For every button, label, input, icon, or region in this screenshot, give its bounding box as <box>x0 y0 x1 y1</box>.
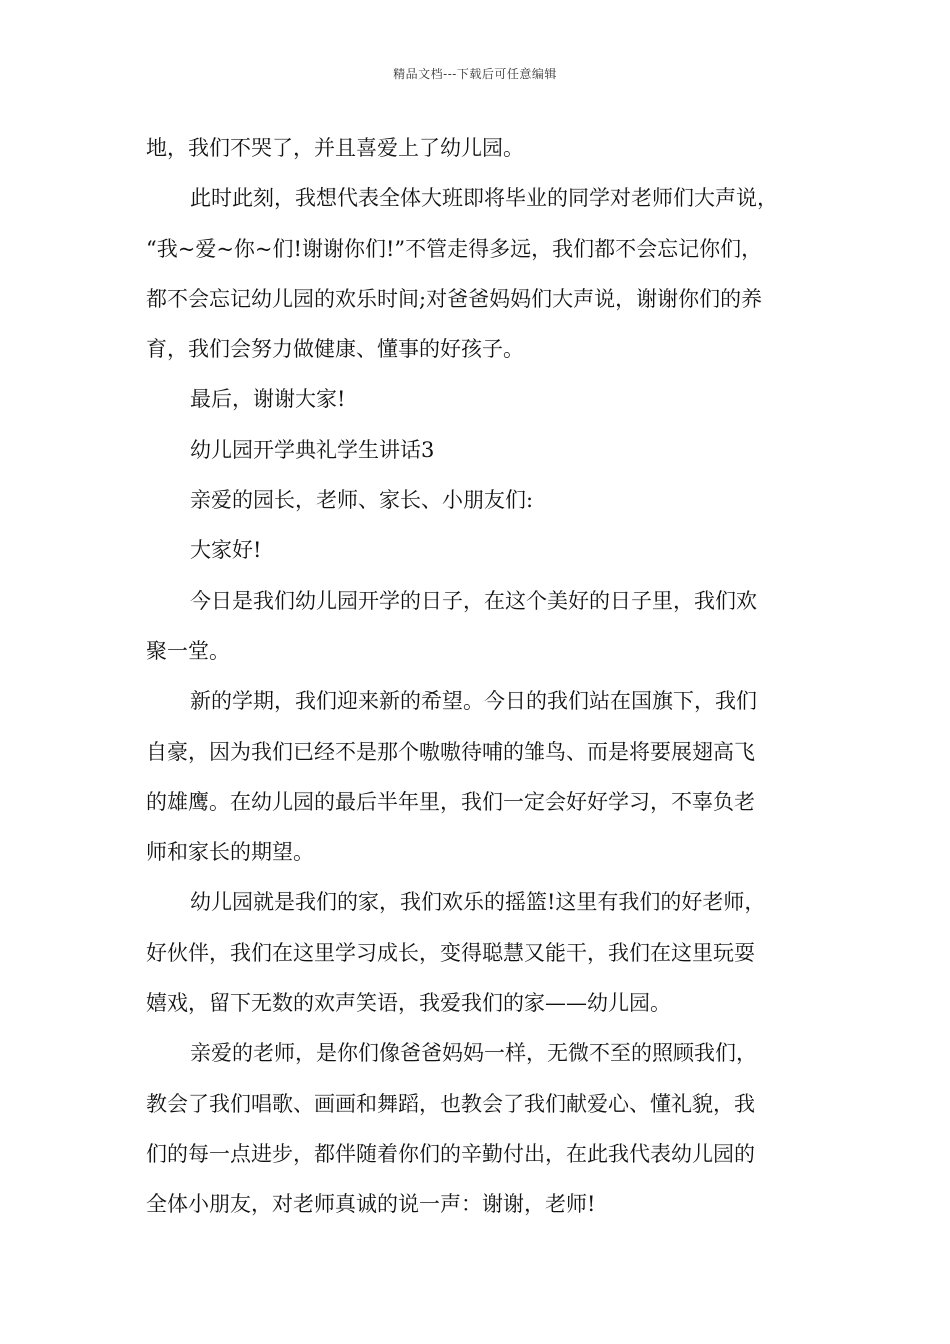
closing-line: 最后，谢谢大家! <box>190 387 346 412</box>
text-line: 育，我们会努力做健康、懂事的好孩子。 <box>146 337 524 362</box>
text-line: 好伙伴，我们在这里学习成长，变得聪慧又能干，我们在这里玩耍 <box>146 940 755 965</box>
text-line: 聚一堂。 <box>146 638 230 663</box>
text-line: 新的学期，我们迎来新的希望。今日的我们站在国旗下，我们 <box>190 689 757 714</box>
text-line: 地，我们不哭了，并且喜爱上了幼儿园。 <box>146 136 524 160</box>
text-line: 们的每一点进步，都伴随着你们的辛勤付出，在此我代表幼儿园的 <box>146 1141 755 1166</box>
text-line: 自豪，因为我们已经不是那个嗷嗷待哺的雏鸟、而是将要展翅高飞 <box>146 739 755 764</box>
document-body <box>146 130 816 1237</box>
text-line: 师和家长的期望。 <box>146 840 314 865</box>
salutation: 亲爱的园长，老师、家长、小朋友们: <box>190 488 534 513</box>
text-line: 教会了我们唱歌、画画和舞蹈，也教会了我们献爱心、懂礼貌，我 <box>146 1091 755 1116</box>
page-header: 精品文档---下载后可任意编辑 <box>393 67 557 81</box>
text-line: “我~爱~你~们!谢谢你们!”不管走得多远，我们都不会忘记你们， <box>146 236 763 261</box>
text-line: 全体小朋友，对老师真诚的说一声：谢谢，老师! <box>146 1192 596 1217</box>
text-line: 嬉戏，留下无数的欢声笑语，我爱我们的家——幼儿园。 <box>146 991 671 1016</box>
section-title: 幼儿园开学典礼学生讲话3 <box>190 437 435 462</box>
text-line: 亲爱的老师，是你们像爸爸妈妈一样，无微不至的照顾我们， <box>190 1041 757 1066</box>
text-line: 幼儿园就是我们的家，我们欢乐的摇篮!这里有我们的好老师， <box>190 890 766 915</box>
text-line: 都不会忘记幼儿园的欢乐时间;对爸爸妈妈们大声说，谢谢你们的养 <box>146 286 763 311</box>
text-line: 此时此刻，我想代表全体大班即将毕业的同学对老师们大声说， <box>190 186 778 211</box>
text-line: 的雄鹰。在幼儿园的最后半年里，我们一定会好好学习，不辜负老 <box>146 789 755 814</box>
text-line: 今日是我们幼儿园开学的日子，在这个美好的日子里，我们欢 <box>190 588 757 613</box>
greeting: 大家好! <box>190 538 262 563</box>
